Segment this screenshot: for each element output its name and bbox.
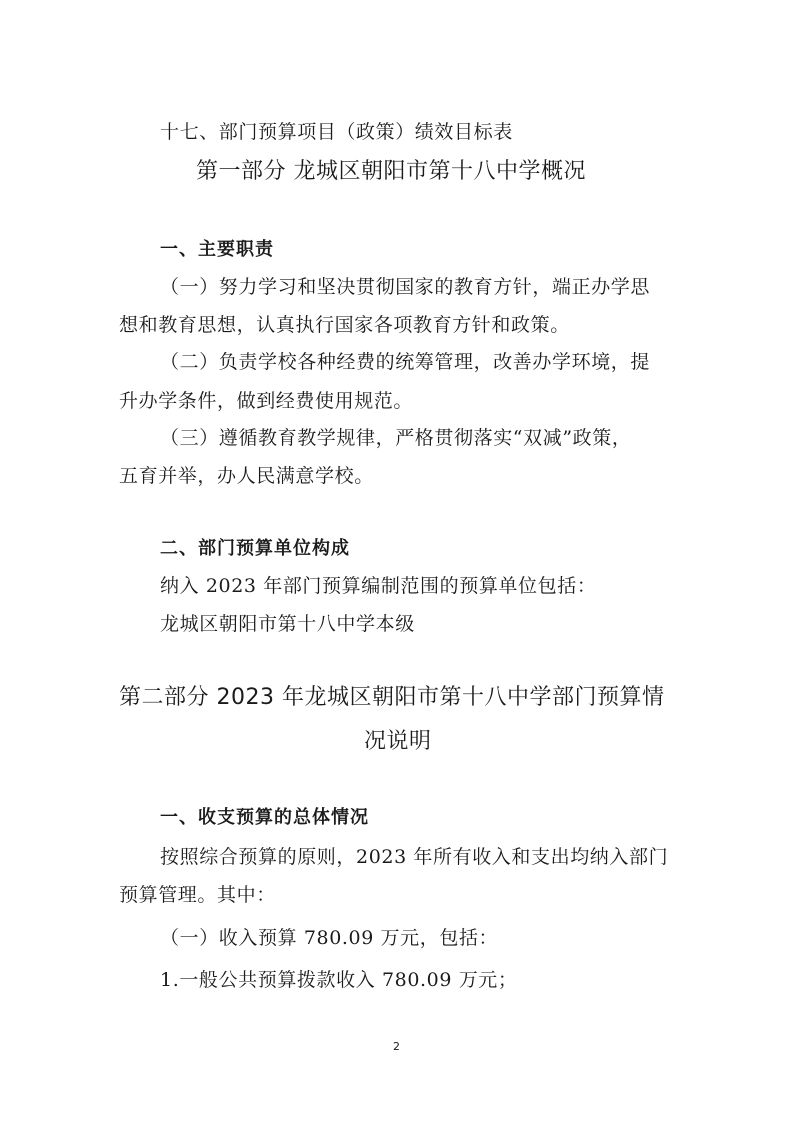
part1-section1-heading: 一、主要职责 [160, 239, 274, 260]
budget-unit-name: 龙城区朝阳市第十八中学本级 [160, 613, 415, 635]
duty-item1-line1: （一）努力学习和坚决贯彻国家的教育方针，端正办学思 [160, 276, 651, 298]
page-number: 2 [393, 1040, 400, 1053]
income-item1-line: 1.一般公共预算拨款收入 780.09 万元； [160, 969, 518, 991]
overview-para-line2: 预算管理。其中： [119, 884, 276, 906]
duty-item3-line2: 五育并举，办人民满意学校。 [119, 465, 374, 487]
income-budget-line: （一）收入预算 780.09 万元，包括： [160, 927, 499, 949]
toc-line: 十七、部门预算项目（政策）绩效目标表 [160, 121, 513, 143]
budget-unit-intro: 纳入 2023 年部门预算编制范围的预算单位包括： [160, 575, 597, 597]
duty-item2-line1: （二）负责学校各种经费的统筹管理，改善办学环境，提 [160, 351, 651, 373]
overview-para-line1: 按照综合预算的原则，2023 年所有收入和支出均纳入部门 [160, 846, 669, 868]
part2-section1-heading: 一、收支预算的总体情况 [160, 807, 369, 828]
duty-item1-line2: 想和教育思想，认真执行国家各项教育方针和政策。 [119, 314, 570, 336]
part2-title-line2: 况说明 [364, 729, 432, 754]
duty-item3-line1: （三）遵循教育教学规律，严格贯彻落实“双减”政策， [160, 427, 632, 449]
part1-section2-heading: 二、部门预算单位构成 [160, 538, 350, 559]
part2-title-line1: 第二部分 2023 年龙城区朝阳市第十八中学部门预算情 [119, 685, 665, 710]
duty-item2-line2: 升办学条件，做到经费使用规范。 [119, 390, 414, 412]
part1-title: 第一部分 龙城区朝阳市第十八中学概况 [196, 159, 586, 184]
